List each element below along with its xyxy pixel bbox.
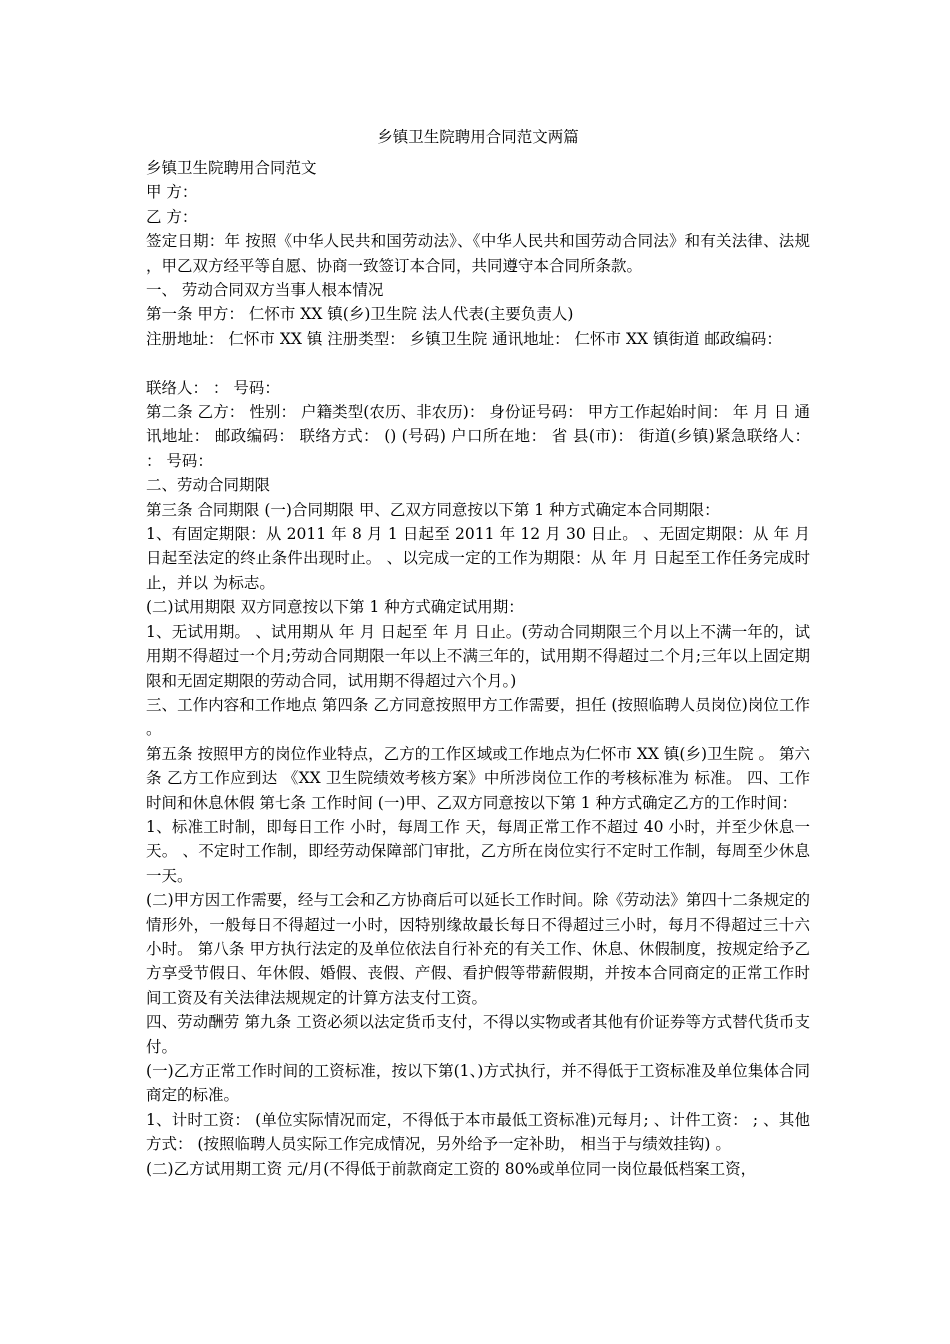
document-page: [146, 120, 810, 1181]
probation-wage-paragraph: (二)乙方试用期工资 元/月(不得低于前款商定工资的 80%或单位同一岗位最低档案工资，: [146, 1159, 757, 1178]
article-2-paragraph: 第二条 乙方： 性别： 户籍类型(农历、非农历)： 身份证号码： 甲方工作起始时间： 年 月 日 通讯地址： 邮政编码： 联络方式： () (号码) 户口所在地： 省 县(市)： 街道(乡镇)紧急联络人： ： 号码：: [146, 403, 810, 470]
party-b-line: 乙 方：: [146, 207, 198, 226]
contact-line: 联络人： ： 号码：: [146, 378, 280, 397]
overtime-paragraph: (二)甲方因工作需要，经与工会和乙方协商后可以延长工作时间。除《劳动法》第四十二条规定的情形外，一般每日不得超过一小时，因特别缘故最长每日不得超过三小时，每月不得超过三十六小时。 第八条 甲方执行法定的及单位依法自行补充的有关工作、休息、休假制度，按规定给予乙方享受节假日、年休假、婚假、丧假、产假、看护假等带薪假期，并按本合同商定的正常工作时间工资及有关法律法规规定的计算方法支付工资。: [146, 891, 810, 1007]
document-title: 乡镇卫生院聘用合同范文两篇: [377, 128, 579, 146]
article-3-paragraph: 第三条 合同期限 (一)合同期限 甲、乙双方同意按以下第 1 种方式确定本合同期限：: [146, 500, 720, 519]
blank-line: [146, 351, 810, 375]
section-2-heading: 二、劳动合同期限: [146, 476, 271, 495]
subtitle: 乡镇卫生院聘用合同范文: [146, 159, 317, 177]
party-a-line: 甲 方：: [146, 183, 198, 202]
section-3-paragraph: 三、工作内容和工作地点 第四条 乙方同意按照甲方工作需要，担任 (按照临聘人员岗位)岗位工作。: [146, 695, 810, 739]
wage-standard-paragraph: (一)乙方正常工作时间的工资标准，按以下第(1、)方式执行，并不得低于工资标准及单位集体合同商定的标准。: [146, 1062, 810, 1105]
article-5-paragraph: 第五条 按照甲方的岗位作业特点，乙方的工作区域或工作地点为仁怀市 XX 镇(乡)卫生院 。 第六条 乙方工作应到达 《XX 卫生院绩效考核方案》中所涉岗位工作的考核标准为 标准。 四、工作时间和休息休假 第七条 工作时间 (一)甲、乙双方同意按以下第 1 种方式确定乙方的工作时间：: [146, 744, 810, 812]
signing-date-paragraph: 签定日期：年 按照《中华人民共和国劳动法》、《中华人民共和国劳动合同法》和有关法律、法规，甲乙双方经平等自愿、协商一致签订本合同，共同遵守本合同所条款。: [146, 232, 810, 275]
section-4-paragraph: 四、劳动酬劳 第九条 工资必须以法定货币支付，不得以实物或者其他有价证券等方式替代货币支付。: [146, 1013, 810, 1056]
probation-heading: (二)试用期限 双方同意按以下第 1 种方式确定试用期：: [146, 598, 524, 617]
address-paragraph: 注册地址： 仁怀市 XX 镇 注册类型： 乡镇卫生院 通讯地址： 仁怀市 XX 镇街道 邮政编码：: [146, 329, 782, 348]
wage-methods-paragraph: 1、计时工资： (单位实际情况而定，不得低于本市最低工资标准)元每月; 、计件工资： ; 、其他方式： (按照临聘人员实际工作完成情况，另外给予一定补助， 相当于与绩效挂钩) 。: [146, 1110, 810, 1154]
probation-options: 1、无试用期。 、试用期从 年 月 日起至 年 月 日止。(劳动合同期限三个月以上不满一年的，试用期不得超过一个月;劳动合同期限一年以上不满三年的，试用期不得超过二个月;三年以上固定期限和无固定期限的劳动合同，试用期不得超过六个月。): [146, 622, 810, 690]
article-1-paragraph: 第一条 甲方： 仁怀市 XX 镇(乡)卫生院 法人代表(主要负责人): [146, 305, 574, 324]
section-1-heading: 一、 劳动合同双方当事人根本情况: [146, 281, 384, 300]
working-hours-options: 1、标准工时制，即每日工作 小时，每周工作 天，每周正常工作不超过 40 小时，并至少休息一天。 、不定时工作制，即经劳动保障部门审批，乙方所在岗位实行不定时工作制，每周至少休息一天。: [146, 817, 810, 885]
contract-term-options: 1、有固定期限：从 2011 年 8 月 1 日起至 2011 年 12 月 30 日止。 、无固定期限：从 年 月 日起至法定的终止条件出现时止。 、以完成一定的工作为期限：从 年 月 日起至工作任务完成时止，并以 为标志。: [146, 525, 810, 592]
